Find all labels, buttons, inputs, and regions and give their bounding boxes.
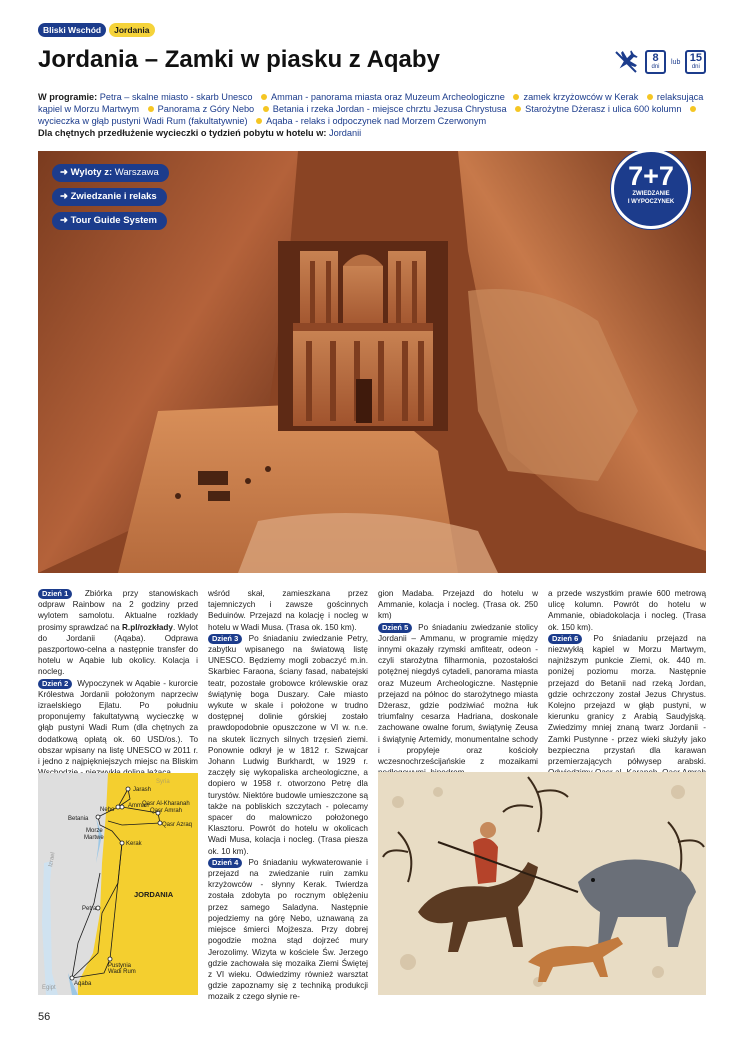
itinerary-column-3 (378, 588, 538, 778)
day-5-paragraph (378, 622, 538, 779)
tour-guide-system-label: Tour Guide System (70, 215, 158, 226)
page-title-subtitle: – Zamki w piasku z Aqaby (144, 46, 440, 73)
map-label-aqaba: Aqaba (74, 981, 92, 987)
extension-note (38, 127, 714, 139)
map-label-wadi-rum-2: Wadi Rum (108, 969, 136, 975)
day-2-badge: Dzień 2 (38, 679, 72, 689)
combo-stamp-badge (611, 151, 691, 229)
map-label-jarash: Jarash (133, 787, 152, 793)
mosaic-photo (378, 772, 706, 995)
duration-short-badge (645, 50, 666, 74)
extension-label: Dla chętnych przedłużenie wycieczki o tydzień pobytu w hotelu w: (38, 128, 327, 138)
map-label-egypt: Egipt (42, 985, 56, 991)
program-item: zamek krzyżowców w Kerak (523, 92, 639, 102)
program-summary (38, 91, 714, 139)
sightseeing-relax-label: Zwiedzanie i relaks (70, 191, 157, 202)
breadcrumb-country[interactable]: Jordania (109, 23, 154, 37)
day-3-badge: Dzień 3 (208, 634, 242, 644)
map-label-nebo: Nebo (100, 807, 115, 813)
day-4-paragraph (208, 857, 368, 1003)
bullet-dot-icon (515, 106, 521, 112)
bullet-dot-icon (513, 94, 519, 100)
day-6-text: Po śniadaniu przejazd na niezwykłą kąpiel w Morzu Martwym, najniższym punkcie Ziemi, ok. 440 m. poniżej poziomu morza. Następnie przejazd do Betanii nad rzeką Jordan, gdzie ochrzczony został Jezus Chrystus. Kolejno przejazd w głąb pustyni, w kierunku granicy z Arabią Saudyjską. Zwiedzimy mniej znaną twarz Jordanii - Zamki Pustynne - przez wieki służyły jako bezpieczna przystań dla karawan przemierzających półwysep arabski. (548, 633, 706, 767)
day-4-text: Po śniadaniu wykwaterowanie i przejazd na zwiedzanie ruin zamku krzyżowców - słynny Kerak. Twierdza została zdobyta po rocznym oblężeniu przez samego Saladyna. Następnie pojedziemy na górę Nebo, uznawaną za miejsce śmierci Mojżesza. Przy dobrej pogodzie można stąd dojrzeć mury Jerozolimy. Wizyta w kościele Św. Jerzego gdzie zachowała się mozaika Ziemi Świętej z VI wieku. Odwiedzimy również warsztat gdzie zapoznamy się z techniką produkcji mozaik z czego słynie re- (208, 857, 369, 1002)
day-3-text: Po śniadaniu zwiedzanie Petry, zabytku wpisanego na światową listę UNESCO. Będziemy mogli zobaczyć m.in. Skarbiec Faraona, ściany fasad, nabatejski teatr, pozostałe grobowce królewskie oraz świątynię boga Duszary. Całe miasto wykute w skale i położone w trudno dostępnej dolinie górskiej zostało prawdopodobnie opuszczone w VI w. n.e. na skutek licznych silnych trzęsień ziemi. Ponownie odkrył je w 1812 r. Szwajcar Johann Ludwig Burkhardt, w 1929 r. zaczęły się wykopaliska archeologiczne, a dopiero w 1958 r. otworzono Petrę dla turystów. Niektóre budowle umieszczone są także na pobliskich szczytach - polecamy spacer do malowniczo położonego Klasztoru. Powrót do hotelu w okolicach Wadi Musa, kolacja i nocleg. (Trasa piesza ok. 10 km). (208, 633, 368, 856)
hero-photo (38, 151, 706, 573)
day-1-badge: Dzień 1 (38, 589, 72, 599)
duration-badges (613, 49, 706, 75)
map-label-kerak: Kerak (126, 841, 142, 847)
treasury-facade (293, 251, 433, 426)
map-label-betania: Betania (68, 816, 89, 822)
route-map (38, 773, 198, 995)
map-label-qasr-amrah: Qasr Amrah (150, 808, 183, 814)
day-5-continuation: a przede wszystkim prawie 600 metrową ulicę kolumn. Powrót do hotelu w Ammanie, obiadokolacja i nocleg. (Trasa ok. 150 km). (548, 589, 706, 632)
duration-long-number: 15 (689, 52, 702, 64)
bullet-dot-icon (263, 106, 269, 112)
map-label-country: JORDANIA (134, 890, 174, 899)
map-label-amman: Amman (128, 803, 149, 809)
stamp-line-1: ZWIEDZANIE (632, 191, 670, 197)
program-item: Amman - panorama miasta oraz Muzeum Archeologiczne (271, 92, 505, 102)
program-item: Starożytne Dżerasz i ulica 600 kolumn (525, 104, 682, 114)
bullet-dot-icon (256, 118, 262, 124)
sightseeing-relax-pill[interactable]: ➜ Zwiedzanie i relaks (52, 188, 167, 206)
jordan-map (38, 773, 198, 995)
map-label-petra: Petra (82, 906, 97, 912)
bullet-dot-icon (690, 106, 696, 112)
day-6-badge: Dzień 6 (548, 634, 582, 644)
day-2-paragraph (38, 678, 198, 779)
stamp-line-2: I WYPOCZYNEK (627, 199, 675, 205)
flights-from-label: Wyloty z: (70, 167, 113, 178)
bullet-dot-icon (647, 94, 653, 100)
itinerary-column-1 (38, 588, 198, 778)
map-label-dead-sea-2: Martwe (84, 835, 104, 841)
day-4-continuation: gion Madaba. Przejazd do hotelu w Ammanie, kolacja i nocleg. (Trasa ok. 250 km) (378, 589, 538, 621)
bullet-dot-icon (261, 94, 267, 100)
map-label-wadi-rum-1: Pustynia (108, 963, 132, 969)
extension-value[interactable]: Jordanii (329, 128, 362, 138)
day-2-text: Wypoczynek w Aqabie - kurorcie Królestwa Jordanii położonym naprzeciw izraelskiego Ejlatu. Po południu proponujemy fakultatywną wycieczkę w głąb pustyni Wadi Rum (dla chętnych za dodatkową opłatą ok. 60 USD/os.). To obszar wpisany na listę UNESCO w 2011 r. i jedno z najpiękniejszych miejsc na Bliskim (38, 678, 198, 767)
day-1-text: Zbiórka przy stanowiskach odpraw Rainbow na 2 godziny przed wylotem samolotu. Aktualne rozkłady prosimy sprawdzać na (38, 589, 198, 632)
day-6-paragraph (548, 633, 706, 790)
program-item: Betania i rzeka Jordan - miejsce chrztu Jezusa Chrystusa (272, 104, 507, 114)
day-1-paragraph (38, 588, 198, 678)
bullet-dot-icon (148, 106, 154, 112)
map-label-qasr-azraq: Qasr Azraq (162, 822, 193, 828)
page-number: 56 (38, 1011, 51, 1023)
program-label: W programie: (38, 92, 98, 102)
program-item: Aqaba - relaks i odpoczynek nad Morzem Czerwonym (266, 116, 487, 126)
day-2-continuation: wśród skał, zamieszkana przez tajemniczych i zawsze gościnnych Beduinów. Przejazd na kolację i nocleg w hotelu w Wadi Musa. (Trasa ok. 150 km). (208, 589, 368, 632)
program-item: relaksująca kąpiel w Morzu Martwym (38, 92, 704, 114)
flights-from-city: Warszawa (114, 167, 159, 178)
flights-from-pill[interactable]: ➜ Wyloty z: Warszawa (52, 164, 169, 182)
duration-long-unit: dni (691, 64, 700, 70)
day-5-badge: Dzień 5 (378, 623, 412, 633)
itinerary-column-4 (548, 588, 706, 790)
tour-guide-system-pill[interactable]: ➜ Tour Guide System (52, 212, 167, 230)
breadcrumb (38, 23, 155, 37)
duration-long-badge (685, 50, 706, 74)
page-title-country: Jordania (38, 46, 139, 73)
duration-short-number: 8 (652, 52, 659, 64)
map-label-syria: Syria (156, 779, 170, 785)
duration-short-unit: dni (651, 64, 660, 70)
program-item: Petra – skalne miasto - skarb Unesco (99, 92, 253, 102)
duration-or: lub (671, 58, 681, 66)
page-title (38, 46, 440, 74)
day-1-text-2: . Wylot do Jordanii (Aqaba). Odprawa paszportowo-celna a następnie transfer do hotelu w Aqabie lub okolicy. Kolacja i nocleg. (38, 622, 199, 677)
day-3-paragraph (208, 633, 368, 857)
program-item: wycieczka w głąb pustyni Wadi Rum (fakultatywnie) (38, 116, 248, 126)
hunting-mosaic-illustration (378, 772, 706, 995)
no-flight-plane-icon (613, 49, 639, 75)
program-item: Panorama z Góry Nebo (157, 104, 255, 114)
map-label-qasr-al-kharanah: Qasr Al-Kharanah (142, 801, 190, 807)
breadcrumb-region[interactable]: Bliski Wschód (38, 23, 106, 37)
itinerary-column-2 (208, 588, 368, 1003)
map-label-dead-sea-1: Morze (86, 828, 103, 834)
stamp-number: 7+7 (628, 161, 674, 191)
day-4-badge: Dzień 4 (208, 858, 242, 868)
map-label-israel: Izrael (48, 851, 57, 868)
schedule-link[interactable]: R.pl/rozkłady (122, 622, 173, 632)
day-5-text: Po śniadaniu zwiedzanie stolicy Jordanii – Ammanu, w programie między innymi okazały rzymski amfiteatr, odeon - czyli starożytna filharmonia, pozostałości potężnej niegdyś cytadeli, panorama miasta oraz Muzeum Archeologiczne. Następnie przejazd na północ do starożytnego miasta Dżerasz, gdzie podziwiać można łuk triumfalny cesarza Hadriana, doskonale zachowane owalne forum, świątynię Zeusa i świątynię Artemidy, monumentalne schody i propyleje oraz kościoły wczesnochrześcijańskie z mozaikami (378, 622, 538, 767)
